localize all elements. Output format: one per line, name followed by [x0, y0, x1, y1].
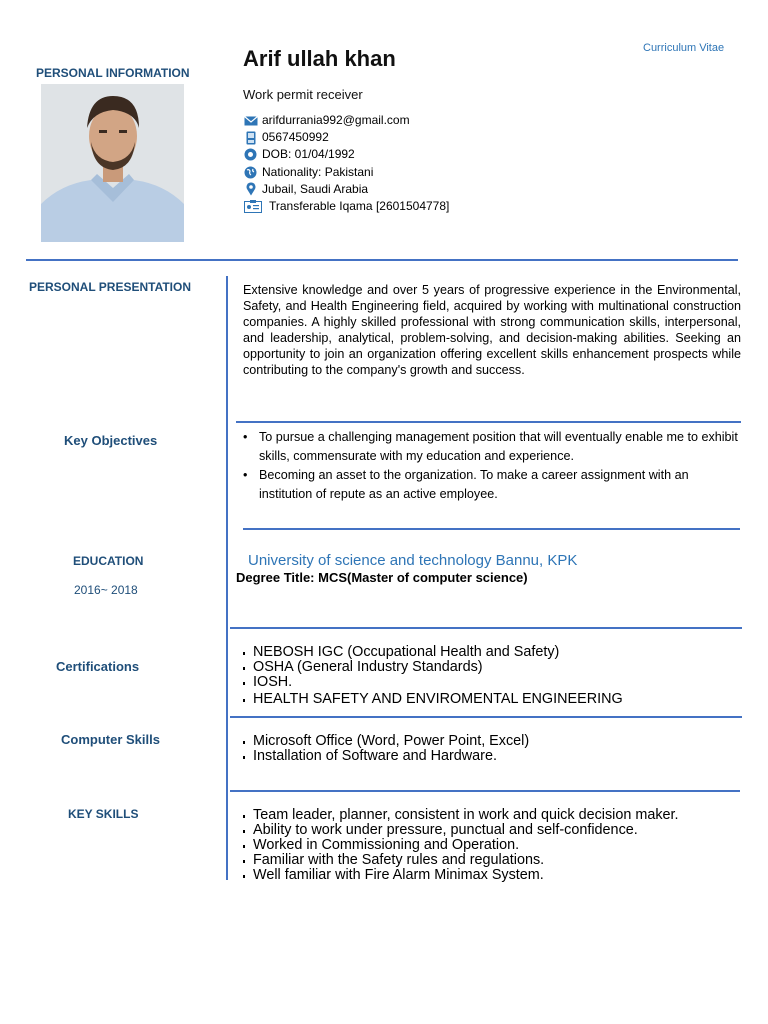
computer-skills-heading: Computer Skills [61, 732, 160, 747]
list-item: HEALTH SAFETY AND ENVIROMENTAL ENGINEERING [241, 692, 623, 707]
list-item: Familiar with the Safety rules and regulations. [241, 853, 679, 868]
contact-email[interactable]: arifdurrania992@gmail.com [262, 113, 410, 127]
education-degree: Degree Title: MCS(Master of computer science) [236, 570, 528, 585]
contact-nationality: Nationality: Pakistani [262, 164, 374, 179]
contact-dob: DOB: 01/04/1992 [262, 147, 355, 162]
candidate-name: Arif ullah khan [243, 46, 396, 71]
section-divider [230, 716, 742, 718]
contact-phone: 0567450992 [262, 130, 329, 145]
section-divider [236, 421, 741, 423]
education-heading: EDUCATION [73, 554, 144, 568]
personal-information-heading: PERSONAL INFORMATION [36, 66, 190, 80]
computer-skills-list [241, 734, 529, 764]
list-item: Ability to work under pressure, punctual and self-confidence. [241, 823, 679, 838]
section-divider [230, 790, 740, 792]
list-item: Worked in Commissioning and Operation. [241, 838, 679, 853]
certifications-list [241, 645, 623, 707]
contact-iqama: Transferable Iqama [2601504778] [269, 198, 450, 213]
key-skills-heading: KEY SKILLS [68, 807, 139, 821]
list-item: Well familiar with Fire Alarm Minimax System. [241, 868, 679, 883]
contact-location: Jubail, Saudi Arabia [262, 181, 369, 196]
contact-location-row [243, 181, 449, 198]
contact-dob-row [243, 146, 449, 163]
location-pin-icon [243, 182, 258, 196]
contact-email-row [243, 112, 449, 129]
profile-photo [41, 84, 184, 242]
globe-icon [243, 165, 258, 179]
key-objectives-list [243, 428, 741, 504]
contact-iqama-row [243, 198, 449, 215]
contact-list [243, 112, 449, 215]
list-item: Microsoft Office (Word, Power Point, Excel) [241, 734, 529, 749]
key-objectives-heading: Key Objectives [64, 433, 158, 448]
list-item: Team leader, planner, consistent in work and quick decision maker. [241, 808, 679, 823]
header-divider [26, 259, 738, 261]
id-card-icon [243, 200, 263, 214]
personal-presentation-heading: PERSONAL PRESENTATION [29, 280, 192, 294]
envelope-icon [243, 114, 258, 128]
list-item: • To pursue a challenging management position that will eventually enable me to exhibit skills, commensurate with my education and experience. [243, 428, 741, 466]
birthday-icon [243, 148, 258, 162]
contact-nationality-row [243, 164, 449, 181]
education-university: University of science and technology Bannu, KPK [248, 552, 578, 569]
section-divider [230, 627, 742, 629]
list-item: OSHA (General Industry Standards) [241, 660, 623, 675]
candidate-role: Work permit receiver [243, 87, 363, 102]
curriculum-vitae-label: Curriculum Vitae [643, 42, 725, 54]
list-item: Installation of Software and Hardware. [241, 749, 529, 764]
education-years: 2016~ 2018 [74, 583, 138, 597]
list-item: IOSH. [241, 675, 623, 690]
certifications-heading: Certifications [56, 659, 140, 674]
personal-presentation-text: Extensive knowledge and over 5 years of progressive experience in the Environmental, Safety, and Health Engineering field, acquired by working with multinational construction companies. A highly skilled professional with strong communication skills, interpersonal, and leadership, analytical, problem-solving, and decision-making abilities. Seeking an opportunity to join an organization offering excellent skills enhancement prospects while contributing to the company's growth and success. [243, 283, 741, 377]
column-divider [226, 276, 228, 880]
section-divider [243, 528, 740, 530]
list-item: NEBOSH IGC (Occupational Health and Safety) [241, 645, 623, 660]
contact-phone-row [243, 129, 449, 146]
phone-icon [243, 131, 258, 145]
key-skills-list [241, 808, 679, 883]
list-item: • Becoming an asset to the organization. To make a career assignment with an institution of repute as an active employee. [243, 466, 741, 504]
